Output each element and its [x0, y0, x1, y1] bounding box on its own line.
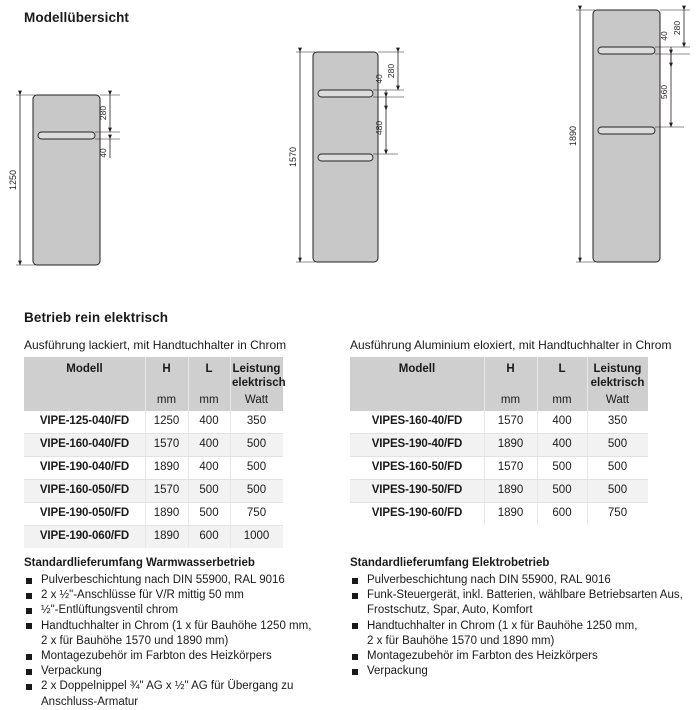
dimension-top-to-rail-1890: 280	[672, 20, 682, 36]
bullet-square-icon	[352, 578, 358, 584]
table-header-row	[350, 357, 648, 411]
cell-l: 500	[188, 479, 230, 502]
table-row	[24, 433, 283, 456]
cell-watt: 500	[587, 456, 648, 479]
bullet-square-icon	[26, 608, 32, 614]
cell-watt: 1000	[230, 525, 283, 548]
cell-watt: 500	[230, 479, 283, 502]
towel-rail-1890-a	[598, 47, 655, 54]
cell-model: VIPE-160-050/FD	[24, 479, 145, 502]
col-header-leistung-unit: Watt	[605, 393, 630, 406]
col-header-modell-label: Modell	[66, 363, 103, 375]
table-row	[24, 411, 283, 434]
scope-list-warmwasser	[24, 573, 334, 710]
cell-l: 500	[537, 456, 587, 479]
table-lacquered	[24, 357, 286, 548]
cell-h: 1890	[145, 502, 188, 525]
list-item-text: Handtuchhalter in Chrom (1 x für Bauhöhe 1250 mm,	[41, 619, 312, 632]
col-header-h-unit: mm	[156, 394, 177, 407]
bullet-square-icon	[26, 578, 32, 584]
list-item	[24, 679, 334, 709]
list-item-text: Verpackung	[41, 665, 102, 678]
drawing-radiator-1250	[8, 95, 120, 265]
cell-model: VIPES-160-40/FD	[350, 411, 484, 434]
cell-l: 500	[537, 479, 587, 502]
col-header-leistung-label: Leistung elektrisch	[590, 363, 645, 390]
cell-watt: 500	[587, 479, 648, 502]
cell-model: VIPE-190-040/FD	[24, 456, 145, 479]
cell-h: 1890	[484, 433, 537, 456]
cell-model: VIPES-160-50/FD	[350, 456, 484, 479]
col-header-modell	[24, 357, 145, 411]
bullet-square-icon	[352, 669, 358, 675]
towel-rail-1570-a	[318, 90, 373, 97]
cell-l: 400	[188, 456, 230, 479]
list-item	[24, 603, 334, 618]
col-header-l-label: L	[205, 363, 213, 375]
cell-model: VIPES-190-60/FD	[350, 502, 484, 525]
cell-watt: 750	[230, 502, 283, 525]
list-item-text: Pulverbeschichtung nach DIN 55900, RAL 9016	[367, 574, 611, 586]
list-item-text: Verpackung	[367, 665, 428, 678]
scope-heading-elektro: Standardlieferumfang Elektrobetrieb	[350, 557, 550, 569]
list-item-text-cont: Frostschutz, Spar, Auto, Komfort	[367, 604, 533, 617]
dimension-top-to-rail-1250: 280	[98, 105, 108, 121]
bullet-square-icon	[26, 593, 32, 599]
col-header-l	[537, 357, 587, 411]
bullet-square-icon	[352, 593, 358, 599]
cell-h: 1570	[145, 479, 188, 502]
drawings-area	[0, 0, 700, 290]
cell-model: VIPE-160-040/FD	[24, 433, 145, 456]
table-row	[24, 525, 283, 548]
list-item	[24, 588, 334, 603]
scope-heading-warmwasser: Standardlieferumfang Warmwasserbetrieb	[24, 557, 255, 569]
list-item	[350, 619, 690, 649]
cell-l: 400	[537, 433, 587, 456]
cell-watt: 350	[587, 411, 648, 434]
scope-list-elektro	[350, 573, 690, 679]
col-header-h	[145, 357, 188, 411]
cell-h: 1890	[484, 479, 537, 502]
dimension-top-to-rail-1570: 280	[386, 63, 396, 79]
cell-watt: 500	[230, 456, 283, 479]
table-row	[24, 502, 283, 525]
cell-h: 1890	[484, 502, 537, 525]
list-item	[350, 664, 690, 679]
cell-l: 400	[188, 433, 230, 456]
dimension-rail-thickness-1570: 40	[374, 74, 384, 84]
col-header-h-label: H	[506, 363, 515, 375]
list-item-text-cont: 2 x für Bauhöhe 1570 und 1890 mm)	[41, 634, 229, 647]
dimension-rail-thickness-1250: 40	[98, 148, 108, 158]
list-item	[24, 664, 334, 679]
cell-watt: 500	[587, 433, 648, 456]
col-header-h	[484, 357, 537, 411]
radiator-drawings-svg	[0, 0, 700, 290]
bullet-square-icon	[352, 654, 358, 660]
cell-l: 400	[537, 411, 587, 434]
list-item-text: Handtuchhalter in Chrom (1 x für Bauhöhe 1250 mm,	[367, 619, 638, 632]
towel-rail-1250-a	[38, 132, 95, 139]
bullet-square-icon	[26, 623, 32, 629]
bullet-square-icon	[26, 654, 32, 660]
cell-watt: 350	[230, 411, 283, 434]
list-item	[24, 573, 334, 588]
cell-h: 1250	[145, 411, 188, 434]
table-row	[350, 479, 648, 502]
col-header-l	[188, 357, 230, 411]
drawing-radiator-1890	[568, 10, 690, 262]
list-item-text-cont: 2 x für Bauhöhe 1570 und 1890 mm)	[367, 634, 555, 647]
col-header-l-unit: mm	[552, 394, 572, 407]
dimension-total-height-1570: 1570	[288, 146, 298, 168]
table-row	[350, 502, 648, 525]
list-item	[350, 573, 690, 588]
list-item-text: 2 x Doppelnippel ¾" AG x ½" AG für Übergang zu	[41, 680, 294, 693]
col-header-h-label: H	[162, 363, 171, 375]
table-anodised	[350, 357, 648, 525]
cell-h: 1890	[145, 525, 188, 548]
cell-h: 1570	[484, 411, 537, 434]
list-item-text: ½"-Entlüftungsventil chrom	[41, 604, 179, 617]
radiator-body-1250	[33, 95, 100, 265]
cell-model: VIPE-190-050/FD	[24, 502, 145, 525]
col-header-l-label: L	[558, 363, 566, 375]
col-header-leistung-label: Leistung elektrisch	[232, 363, 286, 390]
table-row	[24, 479, 283, 502]
bullet-square-icon	[352, 623, 358, 629]
table-row	[350, 433, 648, 456]
table-row	[24, 456, 283, 479]
dimension-rail-spacing-1890: 560	[659, 84, 669, 100]
list-item-text: 2 x ½"-Anschlüsse für V/R mittig 50 mm	[41, 589, 244, 602]
bullet-square-icon	[26, 684, 32, 690]
col-header-l-unit: mm	[199, 394, 219, 407]
cell-h: 1890	[145, 456, 188, 479]
cell-h: 1570	[484, 456, 537, 479]
table-caption-anodised: Ausführung Aluminium eloxiert, mit Handtuchhalter in Chrom	[350, 338, 672, 352]
list-item	[24, 649, 334, 664]
col-header-modell	[350, 357, 484, 411]
drawing-radiator-1570	[288, 52, 404, 262]
col-header-modell-label: Modell	[398, 363, 436, 375]
cell-l: 500	[188, 502, 230, 525]
table-caption-lacquered: Ausführung lackiert, mit Handtuchhalter in Chrom	[24, 338, 287, 352]
table-row	[350, 411, 648, 434]
col-header-leistung	[230, 357, 286, 411]
section-heading-operation: Betrieb rein elektrisch	[24, 310, 169, 325]
cell-watt: 750	[587, 502, 648, 525]
dimension-total-height-1250: 1250	[8, 169, 18, 191]
col-header-leistung-unit: Watt	[244, 393, 269, 406]
cell-l: 600	[537, 502, 587, 525]
dimension-rail-thickness-1890: 40	[659, 31, 669, 41]
bullet-square-icon	[26, 669, 32, 675]
cell-l: 400	[188, 411, 230, 434]
cell-l: 600	[188, 525, 230, 548]
dimension-rail-spacing-1570: 480	[374, 120, 384, 136]
list-item	[350, 649, 690, 664]
list-item-text: Pulverbeschichtung nach DIN 55900, RAL 9016	[41, 574, 285, 586]
cell-model: VIPE-125-040/FD	[24, 411, 145, 434]
dimension-total-height-1890: 1890	[568, 125, 578, 147]
col-header-leistung	[587, 357, 648, 411]
table-header-row	[24, 357, 283, 411]
page-title: Modellübersicht	[24, 10, 130, 25]
list-item	[350, 588, 690, 618]
list-item-text: Funk-Steuergerät, inkl. Batterien, wählbare Betriebsarten Aus,	[367, 589, 683, 602]
list-item-text-cont: Anschluss-Armatur	[41, 695, 139, 708]
cell-watt: 500	[230, 433, 283, 456]
cell-model: VIPE-190-060/FD	[24, 525, 145, 548]
list-item	[24, 619, 334, 649]
table-row	[350, 456, 648, 479]
cell-model: VIPES-190-40/FD	[350, 433, 484, 456]
list-item-text: Montagezubehör im Farbton des Heizkörpers	[367, 650, 598, 663]
col-header-h-unit: mm	[500, 394, 521, 407]
list-item-text: Montagezubehör im Farbton des Heizkörpers	[41, 650, 272, 663]
cell-model: VIPES-190-50/FD	[350, 479, 484, 502]
towel-rail-1890-b	[598, 127, 655, 134]
towel-rail-1570-b	[318, 154, 373, 161]
cell-h: 1570	[145, 433, 188, 456]
